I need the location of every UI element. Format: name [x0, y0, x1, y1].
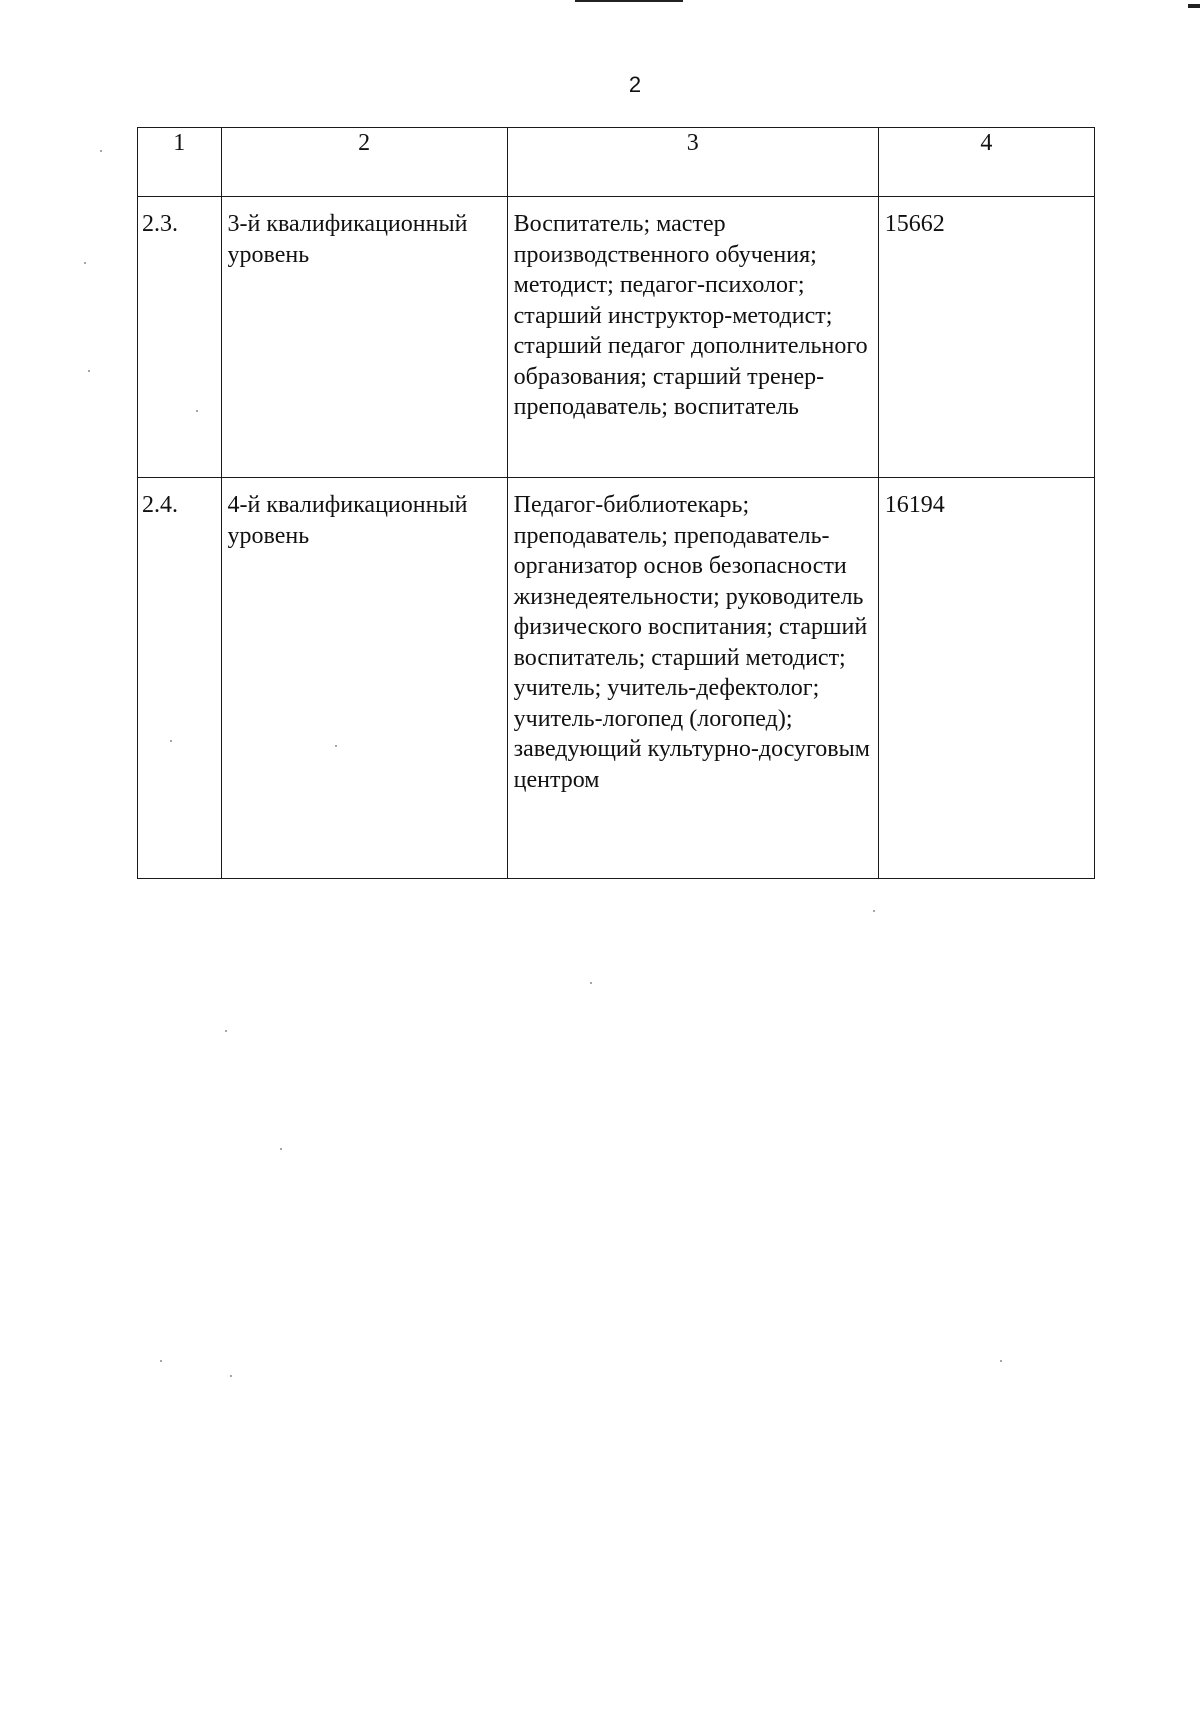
header-cell-4: 4	[878, 128, 1094, 197]
positions-cell	[507, 197, 878, 478]
salary-value: 16194	[884, 492, 945, 518]
scan-speck	[1000, 1360, 1002, 1362]
edge-mark	[1188, 4, 1200, 8]
scan-speck	[160, 1360, 162, 1362]
scan-speck	[100, 150, 102, 152]
row-number: 2.4.	[142, 492, 178, 518]
scan-speck	[225, 1030, 227, 1032]
scan-speck	[88, 370, 90, 372]
qualification-level-cell	[221, 197, 507, 478]
positions-cell	[507, 478, 878, 879]
header-cell-1: 1	[138, 128, 222, 197]
scan-speck	[873, 910, 875, 912]
scan-speck	[280, 1148, 282, 1150]
table-row	[138, 197, 1095, 478]
row-number: 2.3.	[142, 211, 178, 237]
salary-value: 15662	[884, 211, 945, 237]
table-header-row	[138, 128, 1095, 197]
row-number-cell	[138, 197, 222, 478]
row-number-cell	[138, 478, 222, 879]
header-cell-2: 2	[221, 128, 507, 197]
top-rule	[575, 0, 683, 2]
page-number: 2	[628, 72, 642, 97]
positions-list: Воспитатель; мастер производственного обучения; методист; педагог-психолог; старший инструктор-методист; старший педагог дополнительного образования; старший тренер-преподаватель; воспитатель	[513, 211, 868, 420]
header-cell-3: 3	[507, 128, 878, 197]
scan-speck	[84, 262, 86, 264]
salary-table	[137, 127, 1095, 879]
qualification-level-cell	[221, 478, 507, 879]
scan-speck	[170, 740, 172, 742]
scan-speck	[590, 982, 592, 984]
scan-speck	[335, 745, 337, 747]
table-row	[138, 478, 1095, 879]
positions-list: Педагог-библиотекарь; преподаватель; преподаватель-организатор основ безопасности жизнедеятельности; руководитель физического воспитания; старший воспитатель; старший методист; учитель; учитель-дефектолог; учитель-логопед (логопед); заведующий культурно-досуговым центром	[513, 492, 870, 793]
scan-speck	[230, 1375, 232, 1377]
qualification-level: 4-й квалификационный уровень	[227, 492, 468, 549]
salary-cell	[878, 478, 1094, 879]
salary-cell	[878, 197, 1094, 478]
qualification-level: 3-й квалификационный уровень	[227, 211, 468, 268]
scan-speck	[196, 410, 198, 412]
